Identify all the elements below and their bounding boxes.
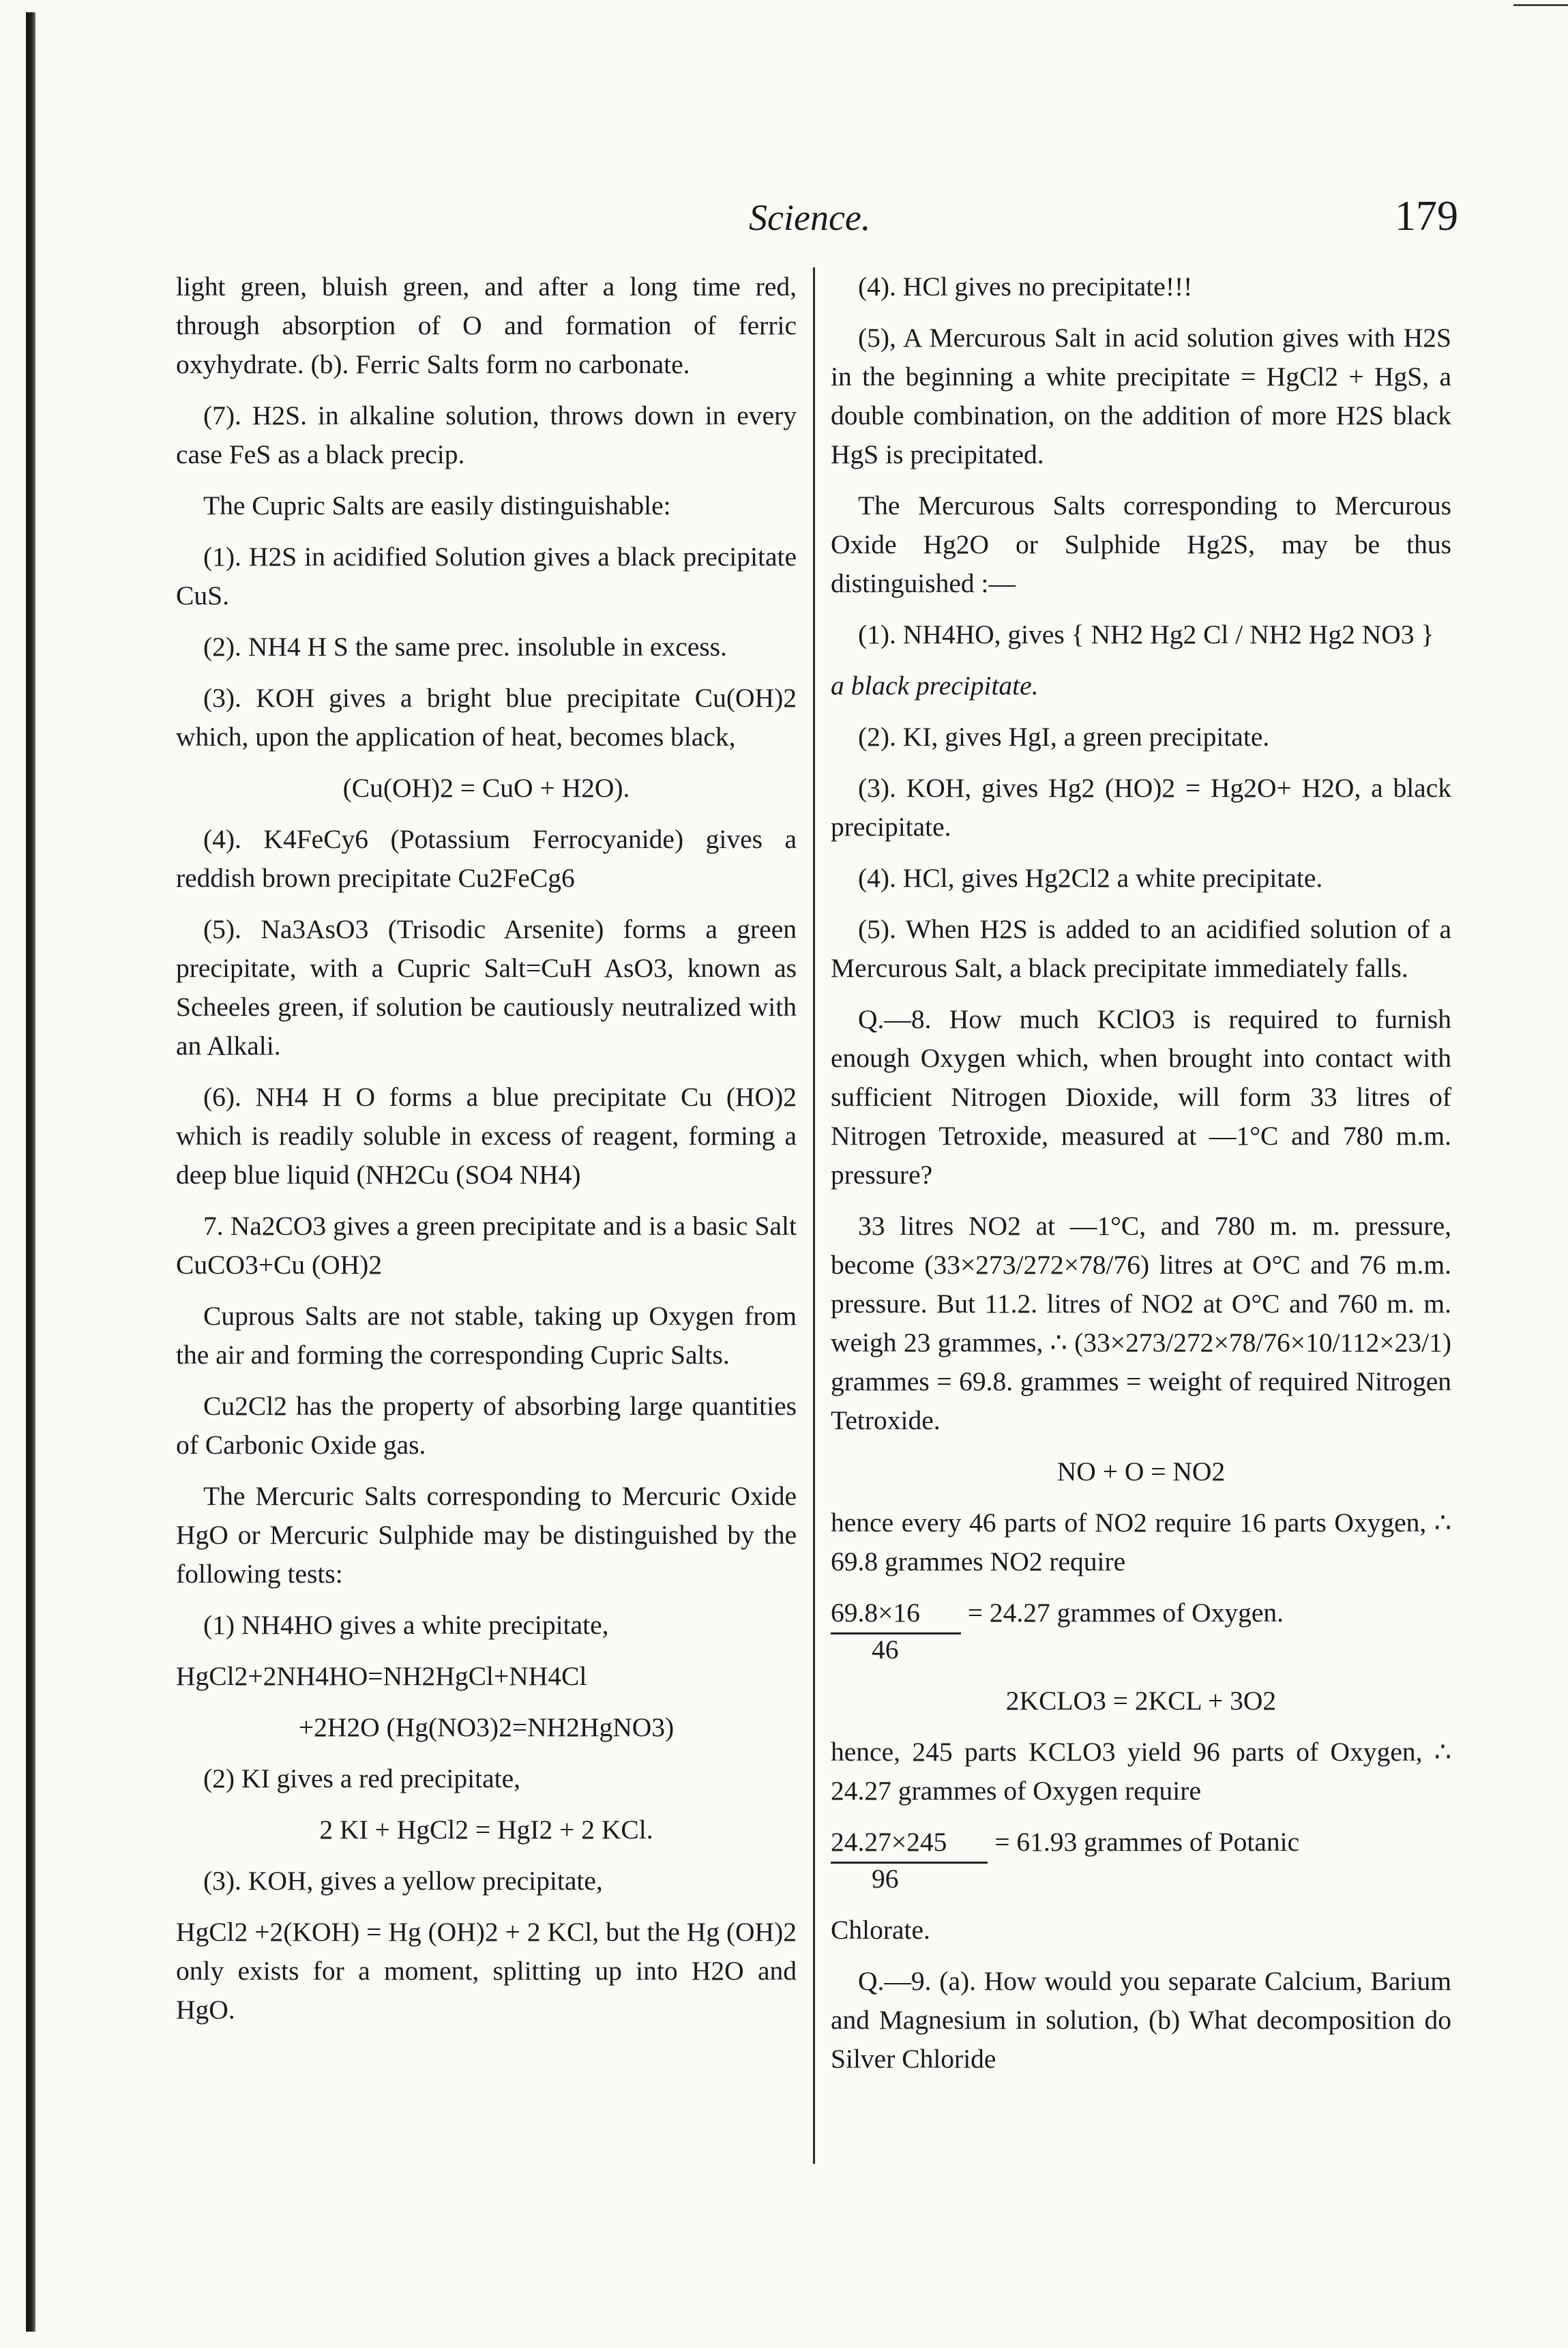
paragraph: (3). KOH, gives Hg2 (HO)2 = Hg2O+ H2O, a black precipitate.: [831, 773, 1451, 842]
running-title: Science.: [749, 197, 871, 238]
fraction-numerator: 24.27×245: [831, 1823, 988, 1864]
paragraph: hence, 245 parts KCLO3 yield 96 parts of Oxygen, ∴ 24.27 grammes of Oxygen require: [831, 1737, 1451, 1806]
paragraph: (5). Na3AsO3 (Trisodic Arsenite) forms a green precipitate, with a Cupric Salt=CuH AsO3, known as Scheeles green, if solution be cautiously neutralized with an Alkali.: [176, 914, 797, 1061]
fraction-result: = 61.93 grammes of Potanic: [994, 1827, 1300, 1857]
paragraph: The Mercurous Salts corresponding to Mercurous Oxide Hg2O or Sulphide Hg2S, may be thus distinguished :—: [831, 490, 1451, 598]
paragraph: (1). NH4HO, gives { NH2 Hg2 Cl / NH2 Hg2 NO3 }: [858, 619, 1434, 649]
page-header: [176, 192, 1458, 254]
paragraph: Q.—8. How much KClO3 is required to furnish enough Oxygen which, when brought into contact with sufficient Nitrogen Dioxide, will form 33 litres of Nitrogen Tetroxide, measured at —1°C and 780 m.m. pressure?: [831, 1004, 1451, 1190]
fraction-numerator: 69.8×16: [831, 1594, 961, 1634]
paragraph: (1). H2S in acidified Solution gives a black precipitate CuS.: [176, 542, 797, 611]
paragraph: (7). H2S. in alkaline solution, throws down in every case FeS as a black precip.: [176, 400, 797, 469]
paragraph: (2). NH4 H S the same prec. insoluble in excess.: [203, 632, 727, 662]
top-rule: [1513, 4, 1568, 6]
paragraph: (4). HCl gives no precipitate!!!: [858, 272, 1193, 302]
paragraph: (6). NH4 H O forms a blue precipitate Cu (HO)2 which is readily soluble in excess of reagent, forming a deep blue liquid (NH2Cu (SO4 NH4): [176, 1082, 797, 1190]
paragraph: (4). HCl, gives Hg2Cl2 a white precipitate.: [858, 863, 1323, 893]
page-number: 179: [1395, 193, 1458, 239]
paragraph: a black precipitate.: [831, 671, 1039, 701]
paragraph: 7. Na2CO3 gives a green precipitate and is a basic Salt CuCO3+Cu (OH)2: [176, 1211, 797, 1280]
equation: HgCl2+2NH4HO=NH2HgCl+NH4Cl: [176, 1661, 587, 1691]
paragraph: (1) NH4HO gives a white precipitate,: [203, 1610, 609, 1640]
fraction-denominator: 46: [872, 1634, 899, 1664]
paragraph: (2) KI gives a red precipitate,: [203, 1763, 521, 1793]
right-column: [831, 267, 1451, 2091]
equation: (Cu(OH)2 = CuO + H2O).: [342, 773, 630, 803]
paragraph: (3). KOH, gives a yellow precipitate,: [203, 1866, 603, 1896]
paragraph: Chlorate.: [831, 1915, 930, 1945]
equation: 2 KI + HgCl2 = HgI2 + 2 KCl.: [319, 1815, 653, 1845]
paragraph: (4). K4FeCy6 (Potassium Ferrocyanide) gives a reddish brown precipitate Cu2FeCg6: [176, 824, 797, 893]
paragraph: light green, bluish green, and after a long time red, through absorption of O and formation of ferric oxyhydrate. (b). Ferric Salts form no carbonate.: [176, 272, 797, 379]
paragraph: (3). KOH gives a bright blue precipitate Cu(OH)2 which, upon the application of heat, becomes black,: [176, 683, 797, 752]
equation: 2KCLO3 = 2KCL + 3O2: [1005, 1686, 1277, 1716]
paragraph: Cu2Cl2 has the property of absorbing large quantities of Carbonic Oxide gas.: [176, 1391, 797, 1460]
column-divider: [813, 267, 815, 2164]
paragraph: (5). When H2S is added to an acidified solution of a Mercurous Salt, a black precipitate immediately falls.: [831, 914, 1451, 983]
paragraph: (5), A Mercurous Salt in acid solution gives with H2S in the beginning a white precipitate = HgCl2 + HgS, a double combination, on the addition of more H2S black HgS is precipitated.: [831, 323, 1451, 469]
equation: NO + O = NO2: [1056, 1456, 1226, 1486]
fraction-denominator: 96: [872, 1864, 899, 1894]
paragraph: Q.—9. (a). How would you separate Calcium, Barium and Magnesium in solution, (b) What decomposition do Silver Chloride: [831, 1966, 1451, 2074]
paragraph: The Cupric Salts are easily distinguishable:: [203, 490, 671, 520]
fraction: [831, 1594, 1451, 1669]
equation: +2H2O (Hg(NO3)2=NH2HgNO3): [298, 1712, 675, 1742]
fraction: [831, 1823, 1451, 1898]
paragraph: hence every 46 parts of NO2 require 16 parts Oxygen, ∴ 69.8 grammes NO2 require: [831, 1508, 1451, 1576]
left-column: [176, 267, 797, 2042]
paragraph: The Mercuric Salts corresponding to Mercuric Oxide HgO or Mercuric Sulphide may be distinguished by the following tests:: [176, 1481, 797, 1589]
paragraph: 33 litres NO2 at —1°C, and 780 m. m. pressure, become (33×273/272×78/76) litres at O°C and 76 m.m. pressure. But 11.2. litres of NO2 at O°C and 760 m. m. weigh 23 grammes, ∴ (33×273/272×78/76×10/112×23/1) grammes = 69.8. grammes = weight of required Nitrogen Tetroxide.: [831, 1211, 1451, 1435]
paragraph: HgCl2 +2(KOH) = Hg (OH)2 + 2 KCl, but the Hg (OH)2 only exists for a moment, splitting up into H2O and HgO.: [176, 1917, 797, 2025]
paragraph: Cuprous Salts are not stable, taking up Oxygen from the air and forming the corresponding Cupric Salts.: [176, 1301, 797, 1370]
paragraph: (2). KI, gives HgI, a green precipitate.: [858, 722, 1270, 752]
scan-edge: [26, 12, 35, 2332]
fraction-result: = 24.27 grammes of Oxygen.: [967, 1598, 1284, 1628]
